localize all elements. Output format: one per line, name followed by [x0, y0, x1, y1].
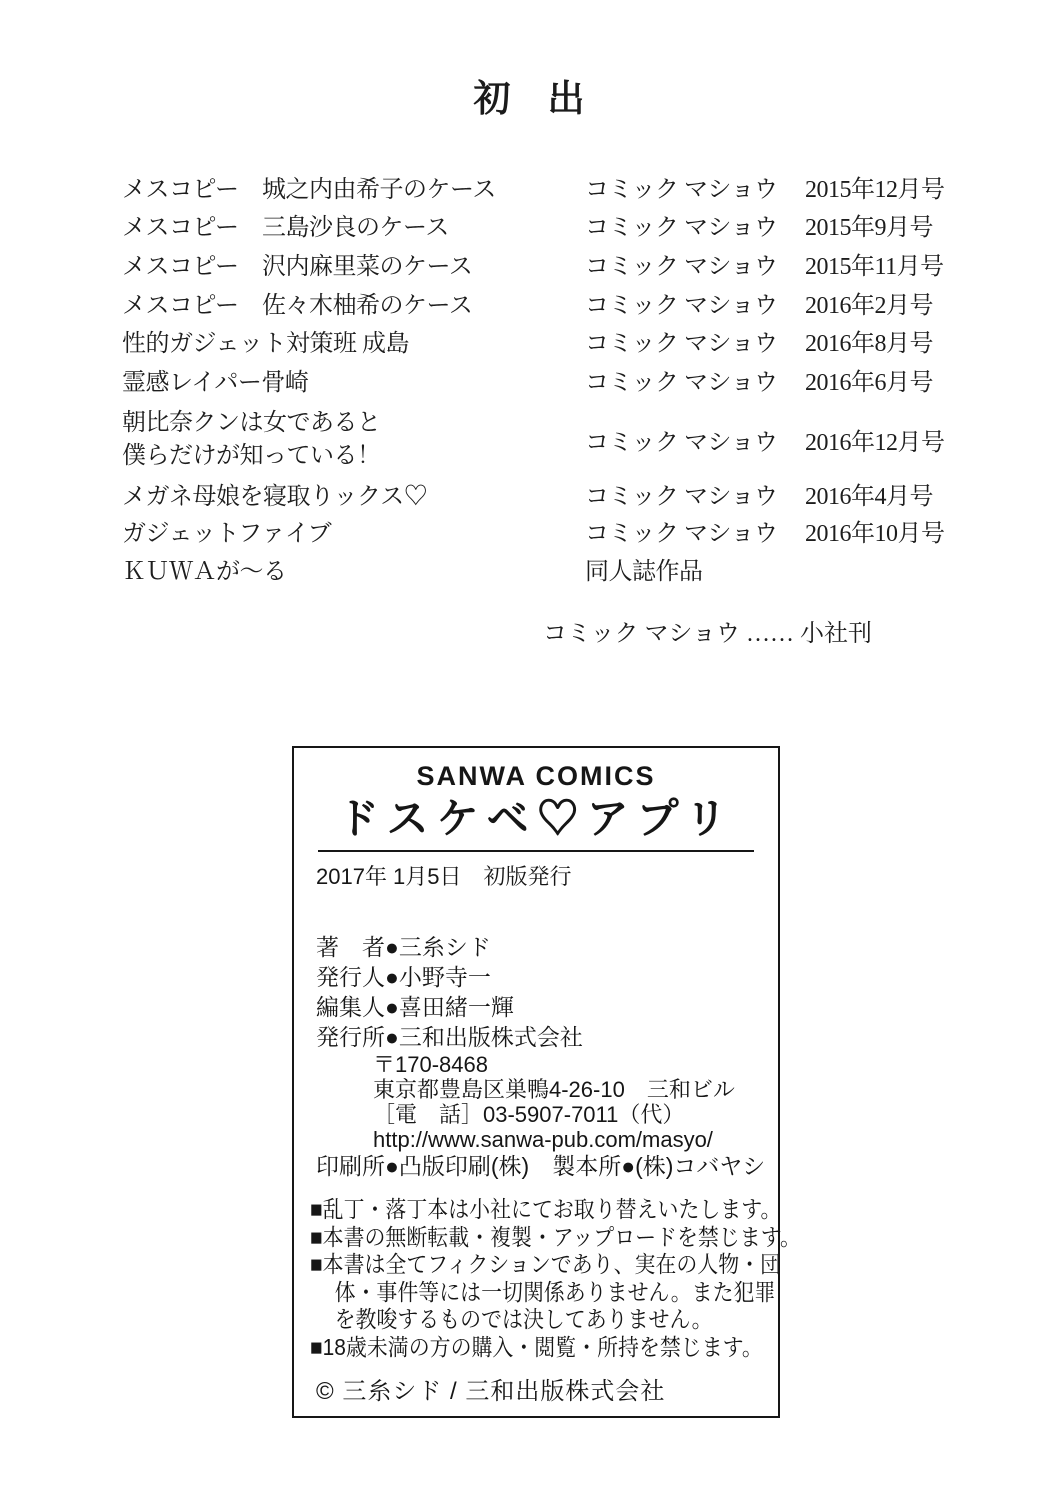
work-title: メガネ母娘を寝取りックス♡ [122, 483, 428, 510]
first-publication-heading: 初 出 [473, 79, 585, 120]
credits-block [316, 932, 770, 1180]
work-title: 霊感レイパー骨崎 [122, 369, 309, 396]
magazine-name: コミック マショウ [585, 483, 778, 510]
list-item [0, 283, 1058, 322]
issue-date: 2016年4月号 [805, 483, 933, 510]
work-title-line2: 僕らだけが知っている！ [122, 442, 381, 469]
credit-author: 著 者●三糸シド [316, 934, 491, 960]
magazine-name: コミック マショウ [585, 176, 778, 203]
list-item [0, 244, 1058, 283]
notice-line: ■乱丁・落丁本は小社にてお取り替えいたします。 [310, 1196, 782, 1222]
notice-line: ■本書は全てフィクションであり、実在の人物・団 [310, 1251, 782, 1278]
book-title: ドスケベ♡アプリ [337, 797, 735, 843]
magazine-name: コミック マショウ [585, 253, 778, 280]
work-title: メスコピー 城之内由希子のケース [122, 176, 496, 203]
list-item [0, 405, 1058, 475]
publication-date: 2017年 1月5日 初版発行 [316, 864, 572, 889]
magazine-name: コミック マショウ [585, 369, 778, 396]
credit-editor: 編集人●喜田緒一輝 [316, 994, 514, 1020]
work-title [122, 407, 585, 473]
title-divider [318, 850, 754, 852]
work-title-line1: 朝比奈クンは女であると [122, 409, 381, 436]
colophon-box [292, 746, 801, 1418]
work-title: 性的ガジェット対策班 成島 [122, 331, 410, 358]
work-title: ＫＵＷＡが～る [122, 558, 287, 585]
legal-notices [310, 1196, 801, 1362]
copyright-line: © 三糸シド / 三和出版株式会社 [316, 1378, 666, 1405]
magazine-publisher-note: コミック マショウ …… 小社刊 [543, 621, 873, 647]
list-item [0, 206, 1058, 245]
publisher-url: http://www.sanwa-pub.com/masyo/ [373, 1127, 713, 1152]
work-title: メスコピー 佐々木柚希のケース [122, 292, 473, 319]
notice-line: 体・事件等には一切関係ありません。また犯罪 [334, 1278, 776, 1305]
list-item [0, 360, 1058, 399]
issue-date: 2015年9月号 [805, 215, 933, 242]
phone-number: ［電 話］03-5907-7011（代） [373, 1102, 685, 1127]
magazine-name: コミック マショウ [585, 331, 778, 358]
first-publication-list [0, 167, 1058, 587]
notice-line: ■18歳未満の方の購入・閲覧・所持を禁じます。 [310, 1333, 763, 1360]
issue-date: 2016年6月号 [805, 369, 933, 396]
issue-date: 2016年12月号 [805, 430, 945, 457]
credit-publisher-person: 発行人●小野寺一 [316, 964, 491, 990]
issue-date: 2016年10月号 [805, 521, 945, 548]
magazine-name: コミック マショウ [585, 521, 778, 548]
street-address: 東京都豊島区巣鴨4-26-10 三和ビル [373, 1077, 735, 1102]
issue-date: 2015年11月号 [805, 253, 944, 280]
list-item [0, 167, 1058, 206]
notice-line: ■本書の無断転載・複製・アップロードを禁じます。 [310, 1223, 801, 1250]
publisher-address [373, 1052, 770, 1152]
printer-line: 印刷所●凸版印刷(株) 製本所●(株)コバヤシ [316, 1153, 766, 1179]
imprint-label: SANWA COMICS [416, 761, 656, 791]
magazine-name: 同人誌作品 [585, 558, 703, 585]
list-item [0, 550, 1058, 588]
list-item [0, 512, 1058, 550]
notice-line: を教唆するものでは決してありません。 [334, 1306, 713, 1333]
magazine-name: コミック マショウ [585, 215, 778, 242]
credit-publishing-house: 発行所●三和出版株式会社 [316, 1024, 583, 1050]
issue-date: 2015年12月号 [805, 176, 945, 203]
issue-date: 2016年2月号 [805, 292, 933, 319]
work-title: メスコピー 三島沙良のケース [122, 215, 449, 242]
postal-code: 〒170-8468 [373, 1052, 488, 1077]
list-item [0, 321, 1058, 360]
list-item [0, 475, 1058, 513]
work-title: メスコピー 沢内麻里菜のケース [122, 253, 473, 280]
magazine-name: コミック マショウ [585, 430, 778, 457]
issue-date: 2016年8月号 [805, 331, 933, 358]
work-title: ガジェットファイブ [122, 521, 332, 548]
magazine-name: コミック マショウ [585, 292, 778, 319]
